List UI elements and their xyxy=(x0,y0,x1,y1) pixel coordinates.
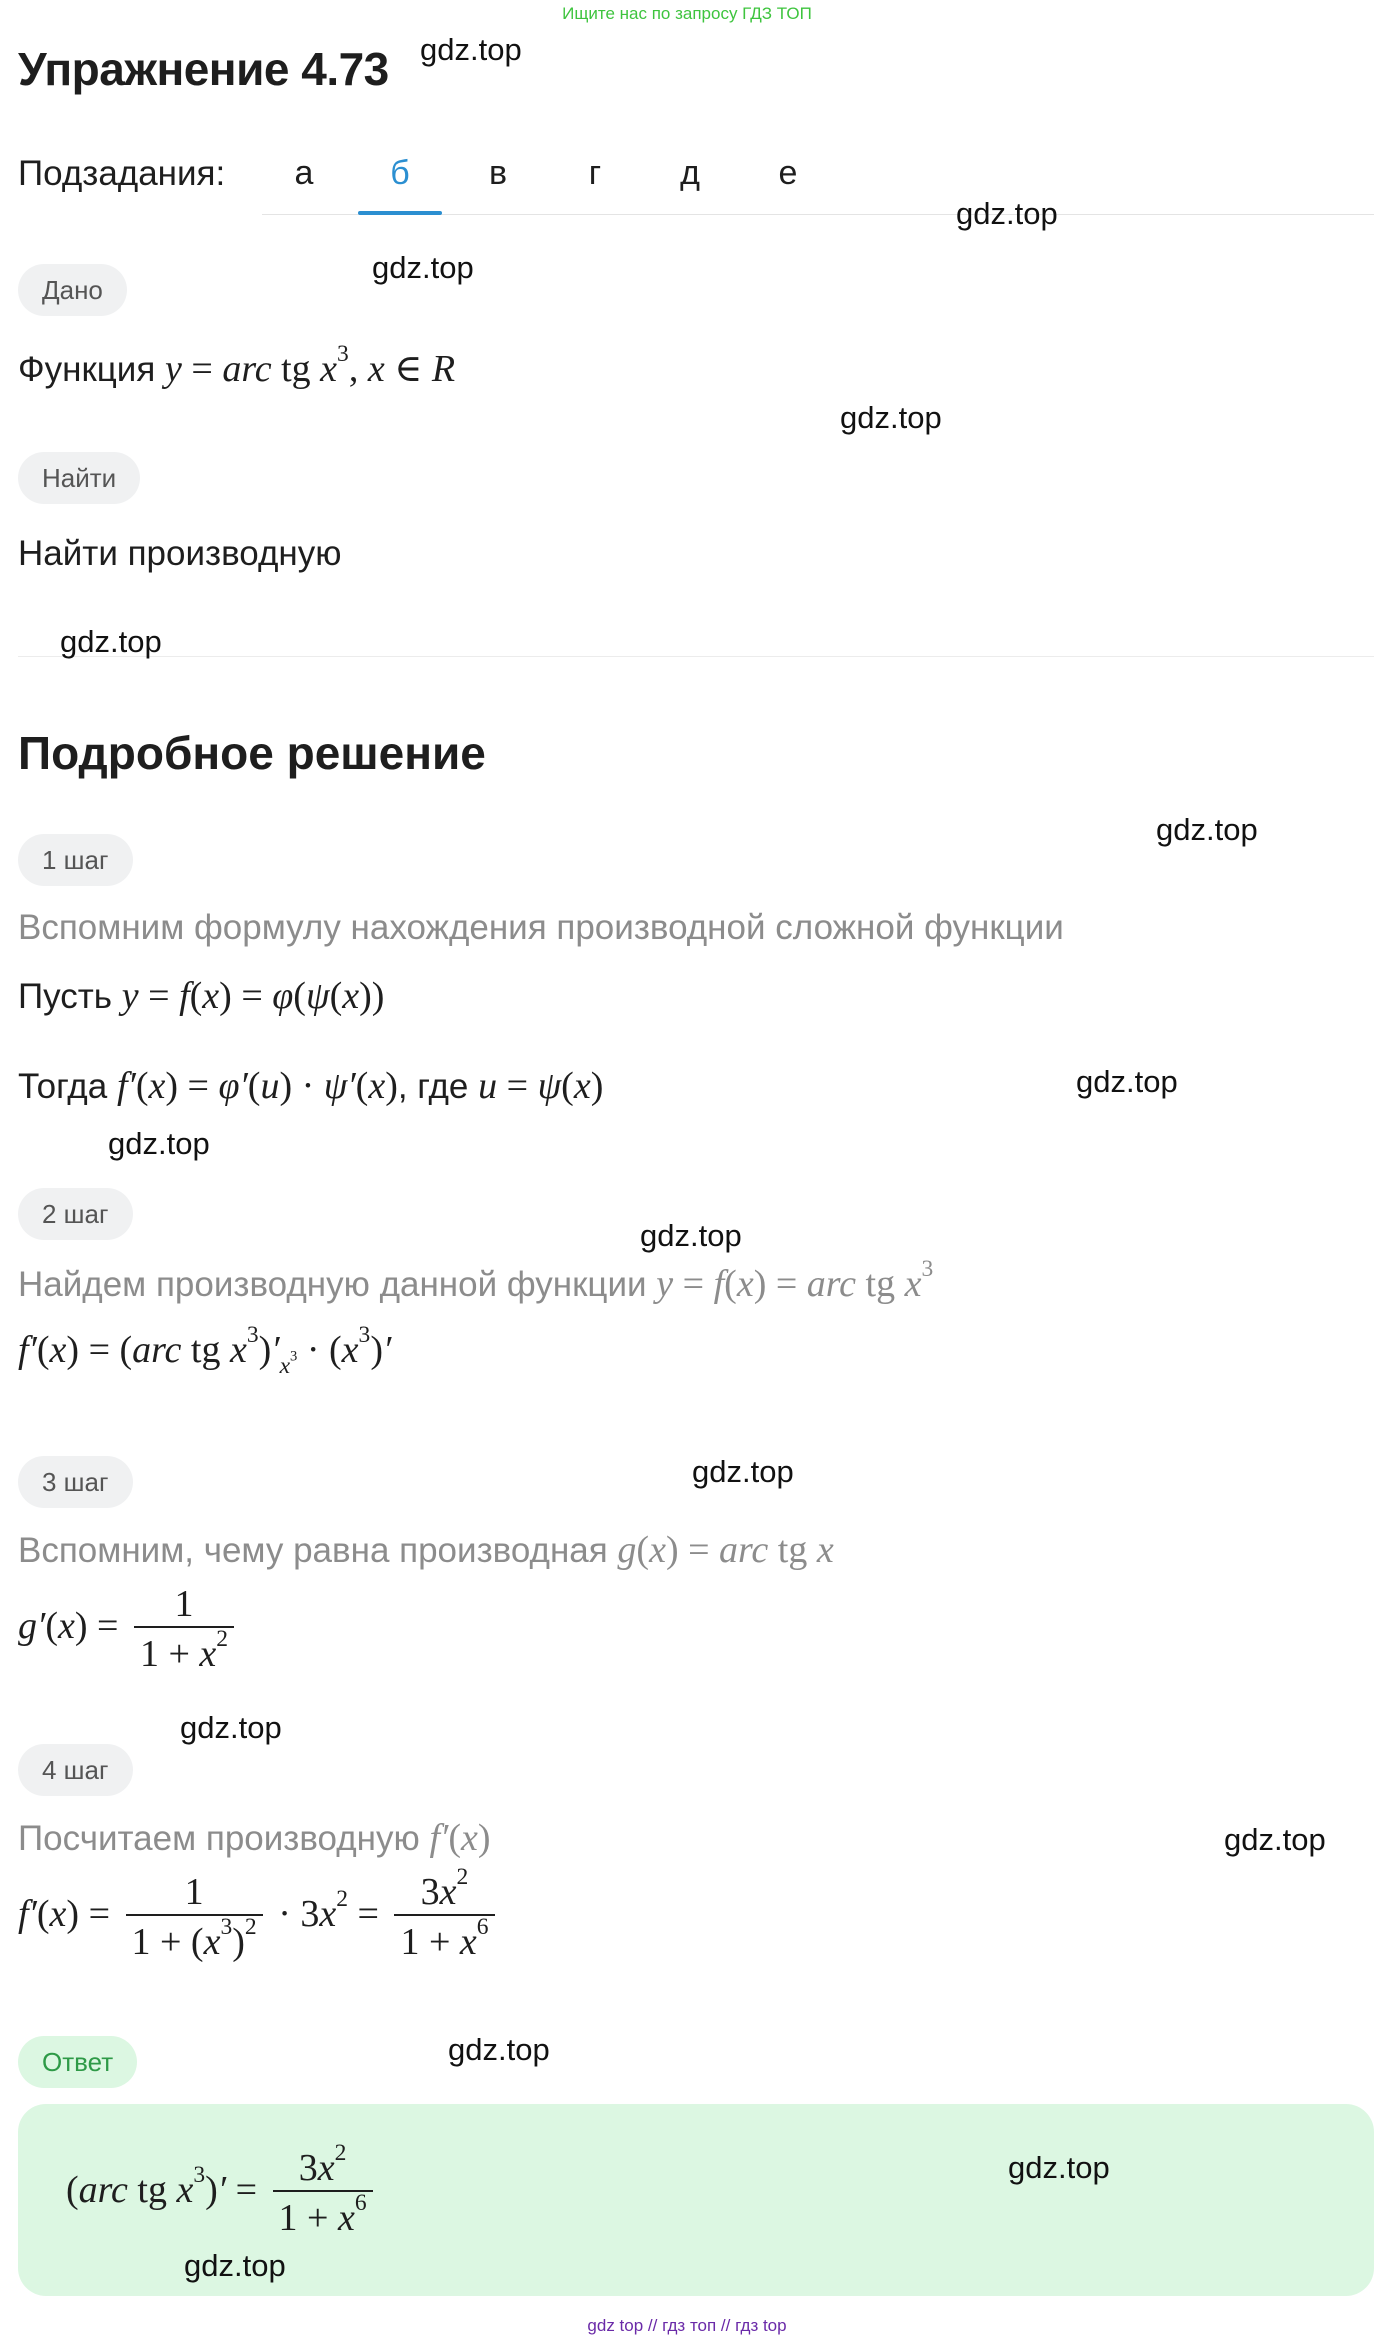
step-1-intro: Вспомним формулу нахождения производной сложной функции xyxy=(18,908,1064,947)
footer-links: gdz top // гдз топ // гдз top xyxy=(587,2316,787,2335)
step-2-intro: Найдем производную данной функции xyxy=(18,1265,647,1304)
watermark: gdz.top xyxy=(420,32,522,67)
given-badge: Дано xyxy=(18,264,127,316)
tab-e[interactable]: е xyxy=(778,154,798,192)
watermark: gdz.top xyxy=(180,1710,282,1745)
subtasks-label: Подзадания: xyxy=(18,154,226,193)
section-divider xyxy=(18,656,1374,657)
step-3-intro-formula: g(x) = arc tg x xyxy=(617,1529,834,1571)
step-1-line-1 xyxy=(18,974,384,1018)
step-1-line-2-formula: f′(x) = φ′(u) · ψ′(x) xyxy=(116,1065,398,1107)
tab-g[interactable]: г xyxy=(588,154,602,192)
step-2-intro-line xyxy=(18,1255,934,1306)
find-badge: Найти xyxy=(18,452,140,504)
tab-b[interactable]: б xyxy=(390,154,410,192)
tab-a[interactable]: а xyxy=(294,154,314,192)
step-4-intro: Посчитаем производную xyxy=(18,1819,420,1858)
watermark: gdz.top xyxy=(640,1218,742,1253)
watermark: gdz.top xyxy=(840,400,942,435)
answer-formula: (arc tg $x^3)'$ = $\frac{3x^2}{1 + x^6}$ xyxy=(66,2146,379,2240)
tab-v[interactable]: в xyxy=(488,154,508,192)
watermark: gdz.top xyxy=(1008,2150,1110,2185)
watermark: gdz.top xyxy=(184,2248,286,2283)
step-1-line-2-mid: , где xyxy=(397,1067,469,1106)
step-3-intro: Вспомним, чему равна производная xyxy=(18,1531,608,1570)
watermark: gdz.top xyxy=(1076,1064,1178,1099)
step-1-line-1-formula: y = f(x) = φ(ψ(x)) xyxy=(121,975,385,1017)
watermark: gdz.top xyxy=(60,624,162,659)
step-4-formula: f′(x) = $\frac{1}{1 + (x^3)^2}$ · $3x^2$ = $\frac{3x^2}{1 + x^6}$ xyxy=(18,1870,501,1964)
watermark: gdz.top xyxy=(1224,1822,1326,1857)
step-1-line-2-prefix: Тогда xyxy=(18,1067,108,1106)
step-3-formula: g′(x) = $\frac{1}{1 + x^2}$ xyxy=(18,1582,240,1676)
step-4-badge: 4 шаг xyxy=(18,1744,133,1796)
given-text: Функция xyxy=(18,350,156,389)
watermark: gdz.top xyxy=(108,1126,210,1161)
answer-badge: Ответ xyxy=(18,2036,137,2088)
watermark: gdz.top xyxy=(1156,812,1258,847)
tab-d[interactable]: д xyxy=(680,154,700,192)
step-3-intro-line xyxy=(18,1528,834,1572)
step-1-line-2 xyxy=(18,1064,603,1108)
step-3-badge: 3 шаг xyxy=(18,1456,133,1508)
step-2-formula: f′(x) = (arc tg $x^3)'_{x^3} \cdot (x^3)'$ xyxy=(18,1321,392,1379)
step-1-badge: 1 шаг xyxy=(18,834,133,886)
given-line xyxy=(18,340,456,391)
given-formula: y = arc tg $x^3$, x ∈ R xyxy=(165,340,456,390)
step-4-intro-formula: f′(x) xyxy=(429,1817,491,1859)
step-2-intro-formula: y = f(x) = arc tg $x^3$ xyxy=(656,1255,934,1305)
watermark: gdz.top xyxy=(956,196,1058,231)
watermark: gdz.top xyxy=(692,1454,794,1489)
step-1-line-2-formula-2: u = ψ(x) xyxy=(478,1065,604,1107)
find-text: Найти производную xyxy=(18,534,342,573)
active-tab-indicator xyxy=(358,211,442,215)
step-1-line-1-prefix: Пусть xyxy=(18,977,113,1016)
watermark: gdz.top xyxy=(372,250,474,285)
page-title: Упражнение 4.73 xyxy=(18,43,389,95)
top-banner: Ищите нас по запросу ГДЗ ТОП xyxy=(562,4,812,23)
step-4-intro-line xyxy=(18,1816,491,1860)
step-2-badge: 2 шаг xyxy=(18,1188,133,1240)
solution-title: Подробное решение xyxy=(18,727,486,779)
watermark: gdz.top xyxy=(448,2032,550,2067)
